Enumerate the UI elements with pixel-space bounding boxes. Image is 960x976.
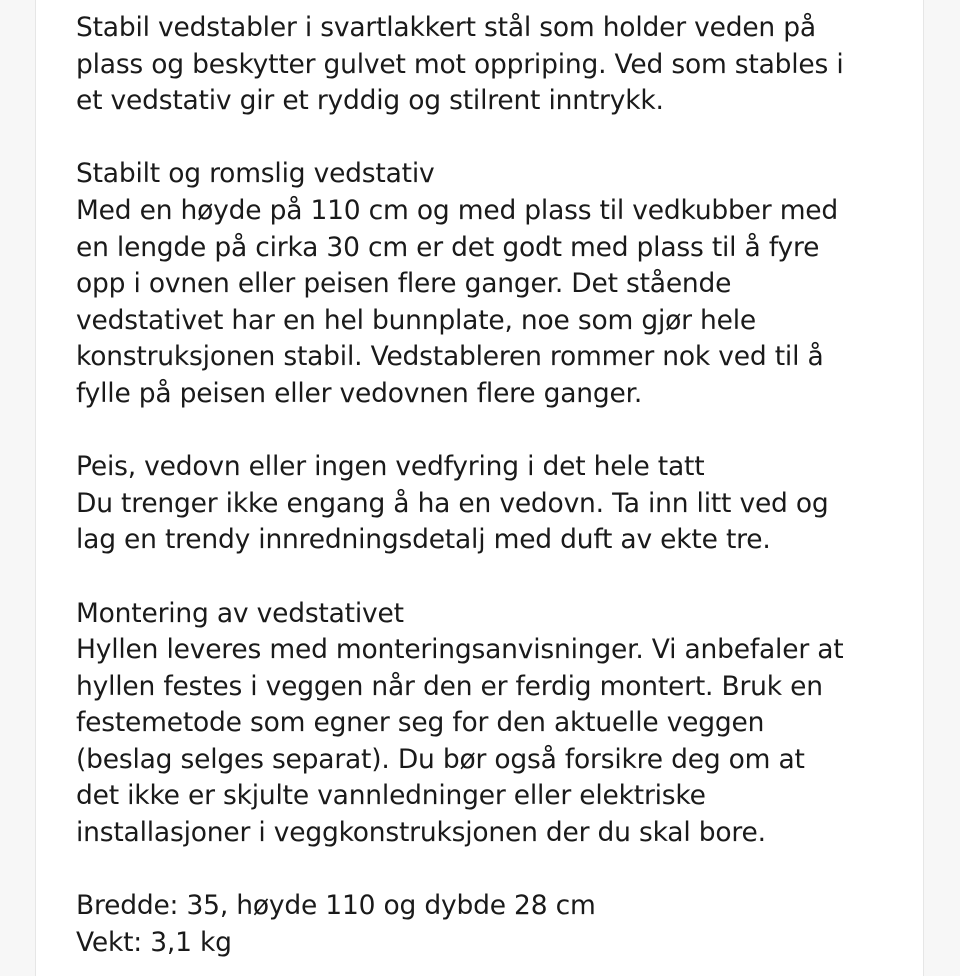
section-stability [76,156,896,412]
spacer [76,413,896,450]
section-line: hyllen festes i veggen når den er ferdig montert. Bruk en [76,670,823,702]
section-line: Med en høyde på 110 cm og med plass til vedkubber med [76,194,839,226]
section-line: Hyllen leveres med monteringsanvisninger. Vi anbefaler at [76,634,844,666]
section-line: festemetode som egner seg for den aktuelle veggen [76,707,765,739]
section-line: lag en trendy innredningsdetalj med duft av ekte tre. [76,524,771,556]
section-heading: Stabilt og romslig vedstativ [76,158,435,190]
intro-line: Stabil vedstabler i svartlakkert stål som holder veden på [76,12,816,43]
intro-line: et vedstativ gir et ryddig og stilrent inntrykk. [76,85,664,117]
spacer [76,120,896,157]
spec-weight: Vekt: 3,1 kg [76,926,232,958]
spacer [76,559,896,596]
intro-line: plass og beskytter gulvet mot oppriping. Ved som stables i [76,48,844,80]
specifications [76,888,896,961]
section-heading: Montering av vedstativet [76,597,404,629]
product-description [76,10,896,961]
section-line: Du trenger ikke engang å ha en vedovn. Ta inn litt ved og [76,487,829,519]
section-fireplace [76,449,896,559]
intro-paragraph [76,10,896,120]
section-line: opp i ovnen eller peisen flere ganger. Det stående [76,268,732,300]
section-line: fylle på peisen eller vedovnen flere ganger. [76,377,643,409]
section-heading: Peis, vedovn eller ingen vedfyring i det hele tatt [76,451,705,483]
spec-dimensions: Bredde: 35, høyde 110 og dybde 28 cm [76,890,596,922]
section-line: det ikke er skjulte vannledninger eller elektriske [76,780,706,812]
section-line: installasjoner i veggkonstruksjonen der du skal bore. [76,817,766,849]
section-line: vedstativet har en hel bunnplate, noe som gjør hele [76,304,757,336]
section-line: en lengde på cirka 30 cm er det godt med plass til å fyre [76,231,820,263]
section-line: (beslag selges separat). Du bør også forsikre deg om at [76,743,805,775]
section-mounting [76,596,896,852]
spacer [76,852,896,889]
section-line: konstruksjonen stabil. Vedstableren rommer nok ved til å [76,341,824,373]
